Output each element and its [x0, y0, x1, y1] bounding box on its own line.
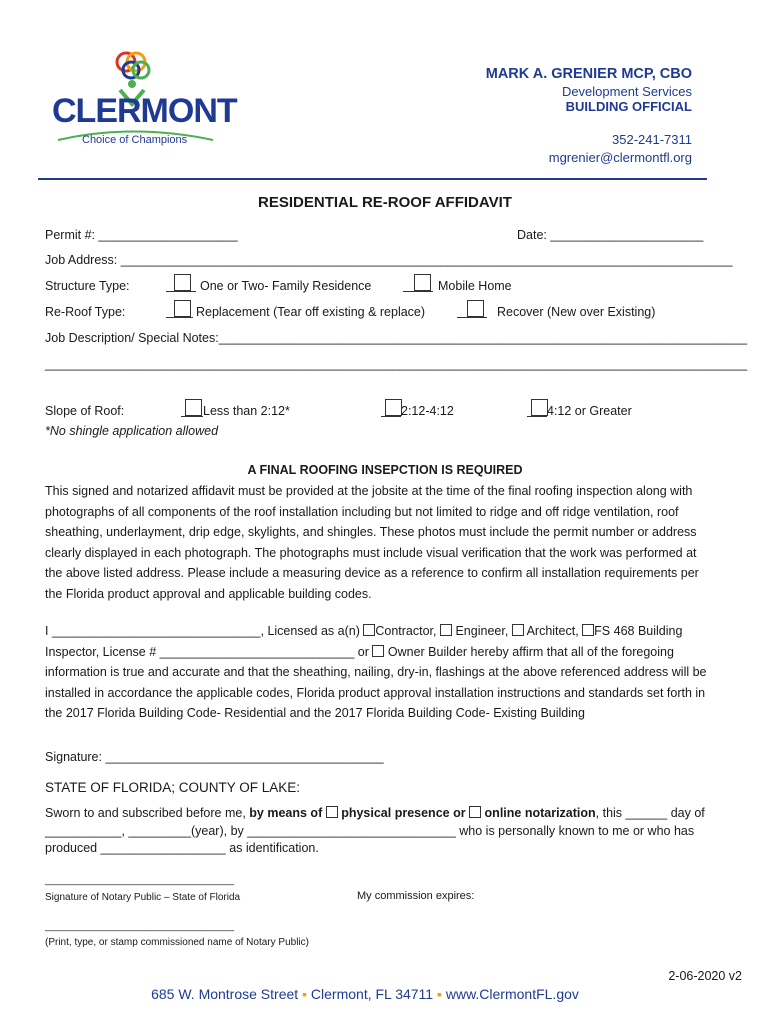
sworn-means: by means of	[249, 806, 323, 820]
footer-bullet: ▪	[436, 986, 442, 1002]
licensee-name-field[interactable]: I ______________________________, Licensed as a(n)	[45, 624, 360, 638]
fs468-label: FS 468 Building	[594, 624, 683, 638]
footer-street: 685 W. Montrose Street	[151, 986, 299, 1002]
inspection-line: the Florida product approval and applicable building codes.	[45, 586, 372, 601]
inspection-line: sheathing, underlayment, drip edge, skylights, and shingles. These photos must include the permit number or address	[45, 525, 697, 539]
architect-label: Architect,	[526, 624, 579, 638]
affirm-line-1	[45, 621, 725, 642]
sworn-text: Sworn to and subscribed before me,	[45, 806, 246, 820]
reroof-type-label: Re-Roof Type:	[45, 305, 126, 319]
checkbox-underline	[166, 291, 196, 292]
reroof-recover-checkbox[interactable]	[467, 300, 484, 317]
inspection-heading: A FINAL ROOFING INSEPCTION IS REQUIRED	[247, 463, 523, 477]
sworn-paragraph	[45, 805, 725, 858]
license-number-field[interactable]: Inspector, License # ____________________________ or	[45, 644, 369, 659]
sworn-line-3[interactable]: produced __________________ as identification.	[45, 841, 319, 855]
structure-type-label: Structure Type:	[45, 279, 130, 293]
fs468-checkbox[interactable]	[582, 624, 594, 636]
footer-city: Clermont, FL 34711	[310, 986, 434, 1002]
slope-mid-label: 2:12-4:12	[401, 404, 454, 418]
official-name: MARK A. GRENIER MCP, CBO	[485, 66, 692, 82]
reroof-replacement-label: Replacement (Tear off existing & replace)	[196, 305, 426, 319]
structure-mobile-label: Mobile Home	[438, 279, 512, 293]
checkbox-underline	[381, 416, 401, 417]
logo-wordmark: CLERMONT	[52, 92, 237, 130]
day-field[interactable]: , this ______ day of	[595, 806, 705, 820]
job-description-line-2[interactable]: _____________________________________________________________________________________________________	[45, 357, 748, 371]
slope-high-label: 4:12 or Greater	[547, 404, 632, 418]
notary-signature-line[interactable]: __________________________________	[45, 875, 235, 886]
online-notarization-checkbox[interactable]	[469, 806, 481, 818]
date-field[interactable]: Date: ______________________	[517, 228, 704, 242]
version-label: 2-06-2020 v2	[668, 969, 742, 983]
slope-low-checkbox[interactable]	[185, 399, 202, 416]
inspection-line: the above listed address. Please include a measuring device as a reference to confirm all installation requirements per	[45, 566, 699, 580]
checkbox-underline	[181, 416, 203, 417]
inspection-paragraph	[45, 481, 725, 604]
footer-address	[0, 986, 730, 1002]
architect-checkbox[interactable]	[512, 624, 524, 636]
structure-residence-label: One or Two- Family Residence	[200, 279, 372, 293]
email: mgrenier@clermontfl.org	[548, 150, 692, 165]
structure-residence-checkbox[interactable]	[174, 274, 191, 291]
signature-field[interactable]: Signature: ________________________________________	[45, 750, 384, 764]
structure-mobile-checkbox[interactable]	[414, 274, 431, 291]
footer-bullet: ▪	[302, 986, 308, 1002]
slope-high-checkbox[interactable]	[531, 399, 548, 416]
form-title: RESIDENTIAL RE-ROOF AFFIDAVIT	[258, 194, 512, 211]
affirmation-paragraph	[45, 621, 725, 724]
job-address-field[interactable]: Job Address: ________________________________________________________________________________________	[45, 253, 733, 267]
clermont-logo	[48, 48, 237, 153]
slope-mid-checkbox[interactable]	[385, 399, 402, 416]
department: Development Services	[561, 84, 692, 99]
affirm-line: installed in accordance the applicable codes, Florida product approval installation instructions and standards set forth in	[45, 685, 706, 700]
permit-field[interactable]: Permit #: ____________________	[45, 228, 238, 242]
inspection-line: This signed and notarized affidavit must be provided at the jobsite at the time of the final roofing inspection along with	[45, 484, 693, 498]
logo-tagline: Choice of Champions	[82, 134, 188, 146]
online-notarization-label: online notarization	[484, 806, 596, 820]
notary-signature-label: Signature of Notary Public – State of Florida	[45, 892, 241, 903]
reroof-replacement-checkbox[interactable]	[174, 300, 191, 317]
official-role: BUILDING OFFICIAL	[565, 99, 692, 114]
slope-note: *No shingle application allowed	[45, 424, 219, 438]
notary-print-line[interactable]: __________________________________	[45, 921, 235, 932]
checkbox-underline	[527, 416, 547, 417]
physical-presence-checkbox[interactable]	[326, 806, 338, 818]
inspection-line: clearly displayed in each photograph. The photographs must include visual verification that the work was performed at	[45, 545, 697, 560]
owner-builder-label: Owner Builder hereby affirm that all of the foregoing	[387, 644, 674, 659]
slope-label: Slope of Roof:	[45, 404, 125, 418]
sworn-line-2[interactable]: ___________, _________(year), by ______________________________ who is personally known to me or who has	[45, 823, 695, 838]
owner-builder-checkbox[interactable]	[372, 645, 384, 657]
physical-presence-label: physical presence or	[341, 806, 466, 820]
slope-low-label: Less than 2:12*	[203, 404, 290, 418]
checkbox-underline	[457, 317, 487, 318]
sworn-line-1	[45, 805, 725, 823]
header-divider	[38, 178, 707, 180]
commission-expires: My commission expires:	[357, 890, 475, 902]
affirm-line: the 2017 Florida Building Code- Residential and the 2017 Florida Building Code- Existing Building	[45, 706, 585, 720]
reroof-recover-label: Recover (New over Existing)	[497, 305, 656, 319]
state-county: STATE OF FLORIDA; COUNTY OF LAKE:	[45, 780, 301, 795]
affirm-line-2	[45, 642, 725, 663]
contractor-label: Contractor,	[375, 624, 437, 638]
inspection-line: photographs of all components of the roof installation including but not limited to ridge and off ridge ventilation, roof	[45, 504, 679, 519]
phone: 352-241-7311	[612, 132, 692, 147]
engineer-checkbox[interactable]	[440, 624, 452, 636]
engineer-label: Engineer,	[455, 624, 509, 638]
job-description-field[interactable]: Job Description/ Special Notes:____________________________________________________________________________	[45, 331, 748, 345]
affirm-line: information is true and accurate and that the sheathing, nailing, dry-in, flashings at the above referenced address will be	[45, 665, 707, 679]
footer-website[interactable]: www.ClermontFL.gov	[445, 986, 579, 1002]
contractor-checkbox[interactable]	[363, 624, 375, 636]
checkbox-underline	[403, 291, 433, 292]
notary-print-label: (Print, type, or stamp commissioned name of Notary Public)	[45, 937, 309, 948]
checkbox-underline	[166, 317, 193, 318]
